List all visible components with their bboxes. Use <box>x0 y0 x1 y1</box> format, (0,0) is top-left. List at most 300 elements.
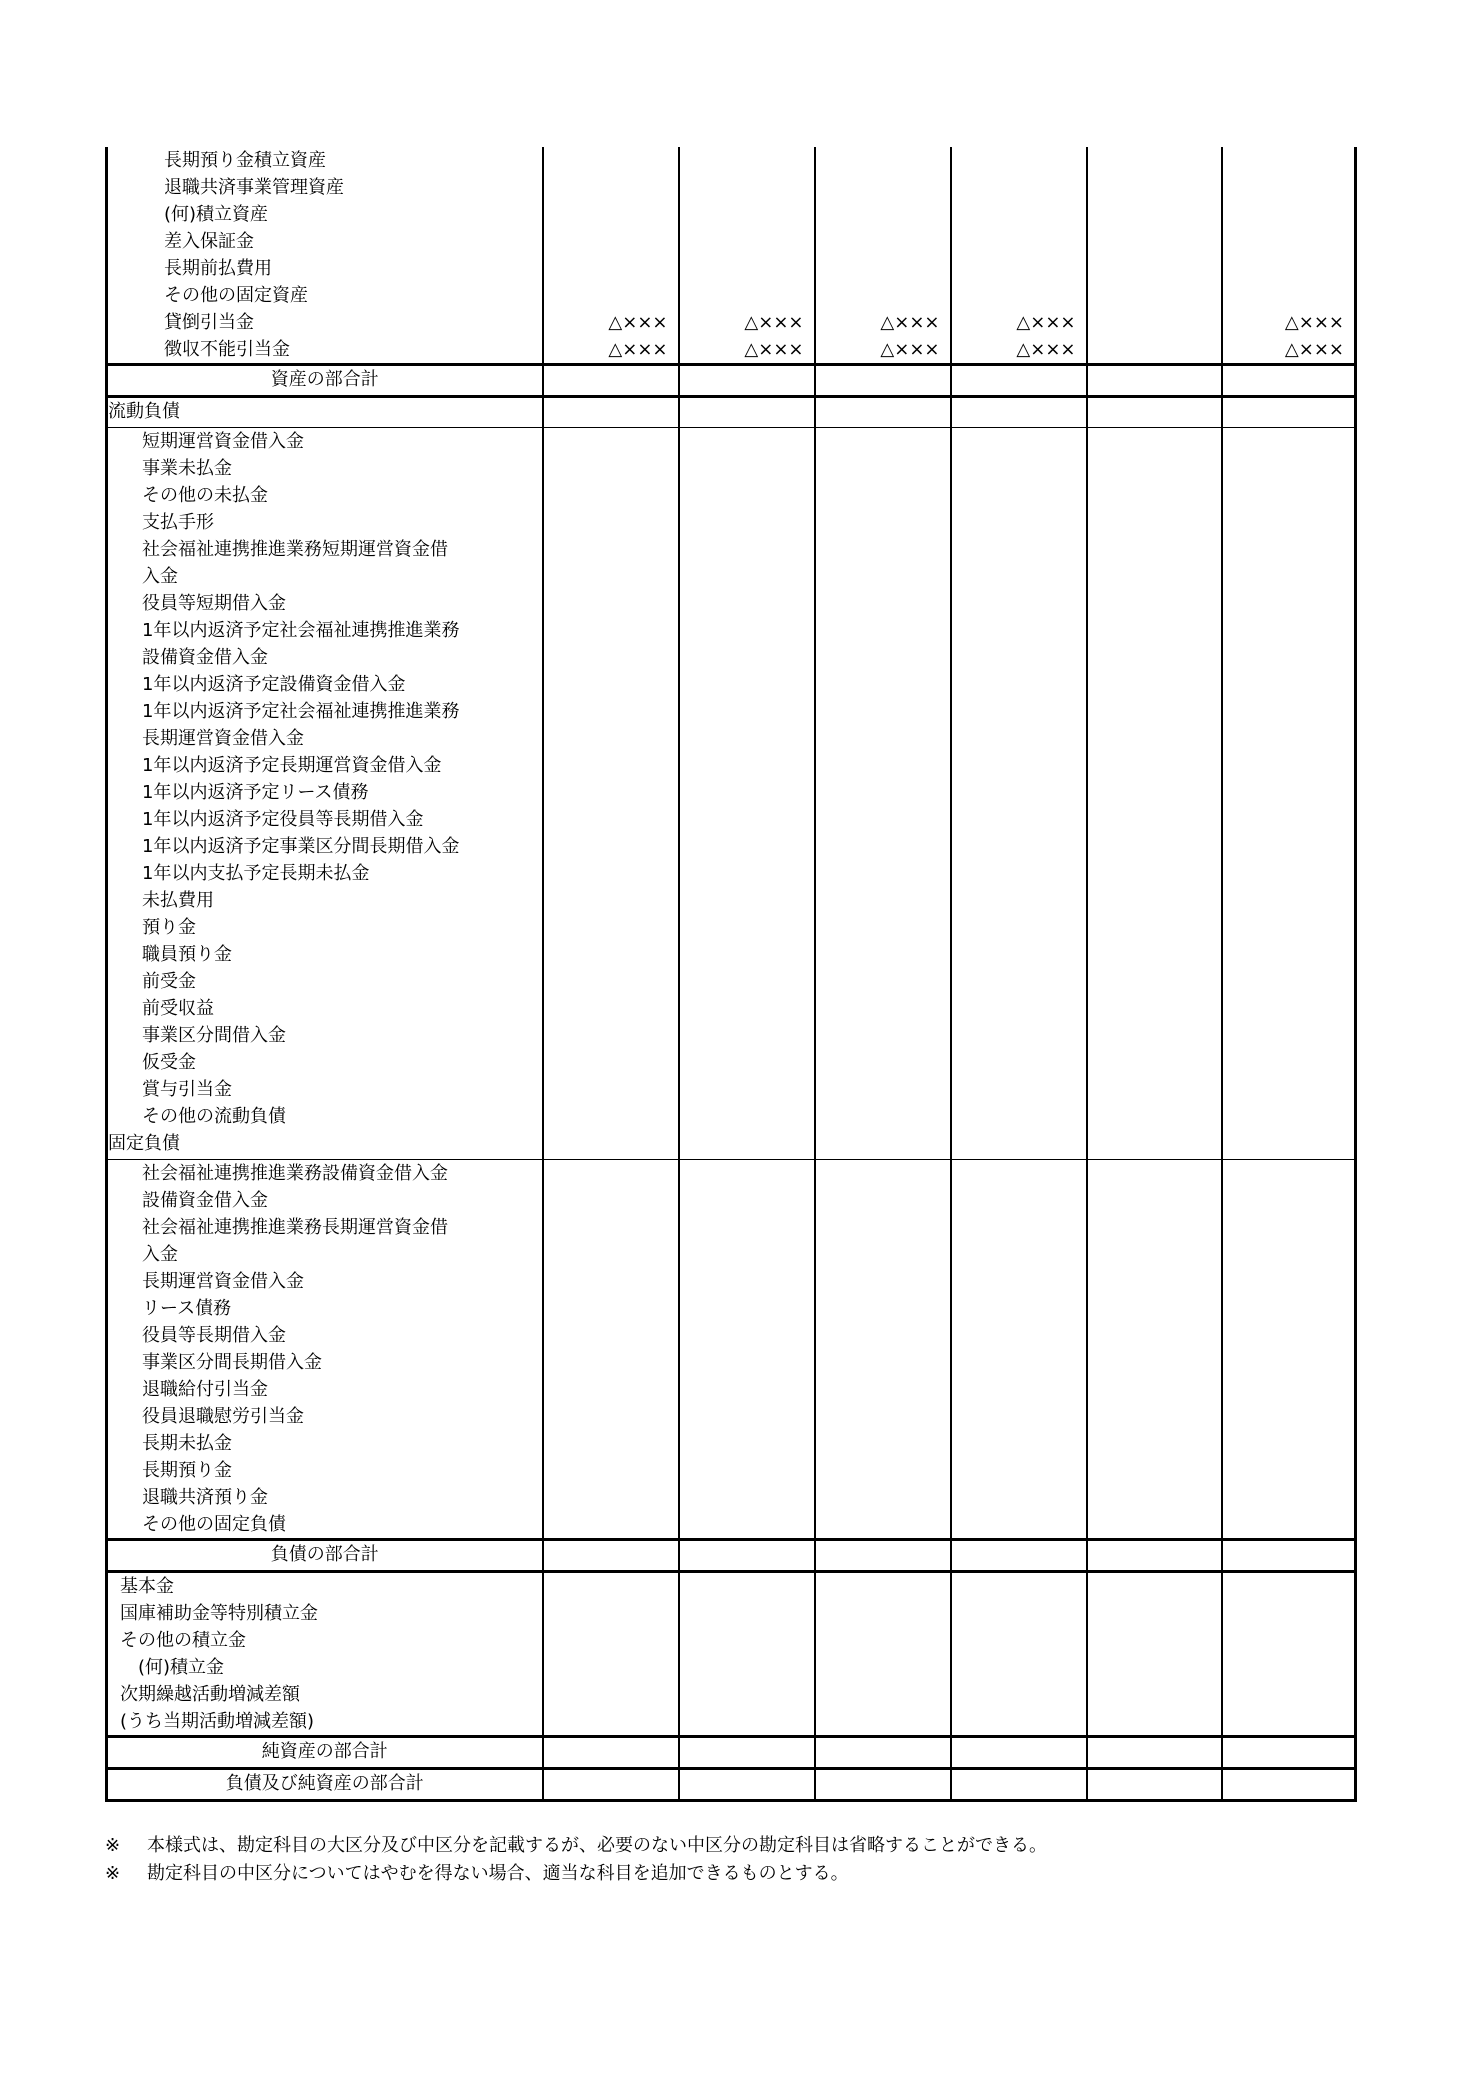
amount-value <box>680 1214 814 1268</box>
amount-value <box>680 1654 814 1681</box>
amount-value <box>1223 833 1355 860</box>
amount-value <box>952 1376 1086 1403</box>
amount-value <box>952 147 1086 174</box>
amount-value <box>816 1484 950 1511</box>
amount-value: △××× <box>1284 339 1344 360</box>
account-group-row <box>107 1160 1356 1540</box>
amount-value <box>1088 1708 1221 1735</box>
amount-value <box>544 1403 678 1430</box>
amount-value <box>680 1708 814 1735</box>
amount-value <box>680 1457 814 1484</box>
amount-cell-col-3 <box>815 397 951 428</box>
amount-value <box>816 1511 950 1538</box>
amount-cell-col-2 <box>679 1160 815 1540</box>
amount-value <box>544 455 678 482</box>
amount-value <box>544 860 678 887</box>
amount-value <box>816 228 950 255</box>
amount-value <box>952 509 1086 536</box>
amount-value <box>816 1214 950 1268</box>
account-item: 1年以内返済予定設備資金借入金 <box>142 674 406 695</box>
amount-value <box>1223 1457 1355 1484</box>
amount-value <box>1223 617 1355 671</box>
amount-value <box>680 1430 814 1457</box>
amount-cell-col-1 <box>543 147 679 365</box>
note-mark: ※ <box>105 1863 121 1884</box>
amount-value <box>544 201 678 228</box>
amount-value <box>1223 671 1355 698</box>
amount-value <box>680 1681 814 1708</box>
amount-value <box>816 914 950 941</box>
account-item: 役員等長期借入金 <box>142 1325 286 1346</box>
amount-value <box>680 428 814 455</box>
amount-value <box>816 698 950 752</box>
amount-cell-col-6 <box>1222 1160 1356 1540</box>
account-item: 社会福祉連携推進業務設備資金借入金 <box>142 1163 448 1184</box>
amount-value <box>1223 1627 1355 1654</box>
subtotal-label: 資産の部合計 <box>270 369 379 390</box>
amount-value <box>544 617 678 671</box>
amount-value <box>1088 1484 1221 1511</box>
amount-cell-col-4 <box>951 1572 1087 1737</box>
amount-value <box>544 1349 678 1376</box>
amount-value <box>1223 1511 1355 1538</box>
amount-cell-col-1 <box>543 428 679 1131</box>
amount-value <box>952 1654 1086 1681</box>
account-item: 貸倒引当金 <box>164 312 254 333</box>
amount-value <box>1088 1268 1221 1295</box>
amount-value <box>1088 617 1221 671</box>
account-item: 1年以内返済予定社会福祉連携推進業務 設備資金借入金 <box>142 620 460 668</box>
amount-cell-col-5 <box>1087 397 1222 428</box>
amount-value <box>1223 1376 1355 1403</box>
amount-value <box>1223 1076 1355 1103</box>
amount-value <box>680 779 814 806</box>
amount-value <box>544 509 678 536</box>
amount-value <box>1088 1600 1221 1627</box>
account-name-cell <box>107 1130 543 1160</box>
balance-sheet-table <box>105 147 1357 1802</box>
amount-value <box>952 282 1086 309</box>
account-name-cell <box>107 1737 543 1769</box>
amount-cell-col-6 <box>1222 147 1356 365</box>
account-item: 社会福祉連携推進業務短期運営資金借 入金 <box>142 539 448 587</box>
amount-value <box>1088 1654 1221 1681</box>
account-item: 未払費用 <box>142 890 214 911</box>
amount-cell-col-3 <box>815 147 951 365</box>
amount-value <box>544 1511 678 1538</box>
account-item: 長期前払費用 <box>164 258 272 279</box>
amount-value <box>544 995 678 1022</box>
amount-value <box>1223 1430 1355 1457</box>
amount-cell-col-4 <box>951 365 1087 397</box>
account-name-cell <box>107 1769 543 1801</box>
amount-value: △××× <box>744 312 804 333</box>
amount-value <box>680 1160 814 1187</box>
amount-value <box>952 779 1086 806</box>
account-item: 前受収益 <box>142 998 214 1019</box>
account-item: 退職共済事業管理資産 <box>164 177 344 198</box>
amount-value <box>816 1708 950 1735</box>
amount-value <box>816 590 950 617</box>
amount-value <box>544 1681 678 1708</box>
amount-value <box>1223 201 1355 228</box>
amount-value <box>680 1322 814 1349</box>
amount-value <box>952 1076 1086 1103</box>
amount-value <box>1088 536 1221 590</box>
amount-value <box>1223 1349 1355 1376</box>
amount-value <box>680 201 814 228</box>
amount-cell-col-1 <box>543 1540 679 1572</box>
account-item: 1年以内返済予定リース債務 <box>142 782 369 803</box>
amount-value <box>1088 941 1221 968</box>
amount-value <box>544 698 678 752</box>
amount-value: △××× <box>608 339 668 360</box>
amount-cell-col-5 <box>1087 365 1222 397</box>
amount-value <box>816 995 950 1022</box>
amount-value <box>1223 428 1355 455</box>
amount-value <box>952 590 1086 617</box>
amount-value <box>816 428 950 455</box>
amount-value <box>1088 228 1221 255</box>
amount-value <box>1223 887 1355 914</box>
amount-value <box>1223 1484 1355 1511</box>
amount-value <box>1223 1403 1355 1430</box>
amount-value <box>1088 1187 1221 1214</box>
account-item: 1年以内返済予定長期運営資金借入金 <box>142 755 442 776</box>
amount-value <box>952 860 1086 887</box>
account-item: (うち当期活動増減差額) <box>120 1711 315 1732</box>
amount-value <box>1088 590 1221 617</box>
amount-value <box>1223 482 1355 509</box>
amount-value <box>680 1049 814 1076</box>
amount-cell-col-4 <box>951 147 1087 365</box>
amount-cell-col-1 <box>543 1160 679 1540</box>
amount-cell-col-5 <box>1087 1160 1222 1540</box>
amount-value <box>1223 1049 1355 1076</box>
amount-value <box>816 1457 950 1484</box>
account-item: 差入保証金 <box>164 231 254 252</box>
amount-value <box>1088 752 1221 779</box>
account-item: 仮受金 <box>142 1052 196 1073</box>
account-item: 次期繰越活動増減差額 <box>120 1684 300 1705</box>
amount-value <box>816 482 950 509</box>
amount-value <box>952 482 1086 509</box>
amount-value <box>816 201 950 228</box>
amount-value <box>816 860 950 887</box>
amount-value <box>952 995 1086 1022</box>
amount-value <box>680 482 814 509</box>
amount-value <box>1223 1268 1355 1295</box>
account-item: 事業区分間借入金 <box>142 1025 286 1046</box>
amount-value <box>952 1295 1086 1322</box>
amount-value <box>1223 255 1355 282</box>
amount-cell-col-2 <box>679 1769 815 1801</box>
amount-value <box>816 1600 950 1627</box>
account-item: 短期運営資金借入金 <box>142 431 304 452</box>
amount-value <box>952 1573 1086 1600</box>
account-item: 1年以内返済予定事業区分間長期借入金 <box>142 836 460 857</box>
account-item: 社会福祉連携推進業務長期運営資金借 入金 <box>142 1217 448 1265</box>
amount-value <box>816 1268 950 1295</box>
amount-cell-col-6 <box>1222 428 1356 1131</box>
amount-value <box>1223 806 1355 833</box>
amount-value <box>680 1403 814 1430</box>
account-group-row <box>107 428 1356 1131</box>
amount-value <box>1088 174 1221 201</box>
amount-value <box>1088 201 1221 228</box>
account-item: 長期預り金積立資産 <box>164 150 326 171</box>
amount-value <box>1223 698 1355 752</box>
amount-value <box>1223 1103 1355 1130</box>
amount-value <box>544 887 678 914</box>
amount-value <box>544 833 678 860</box>
amount-value <box>680 1376 814 1403</box>
amount-cell-col-4 <box>951 397 1087 428</box>
amount-value <box>1223 282 1355 309</box>
amount-cell-col-3 <box>815 1130 951 1160</box>
amount-value: △××× <box>880 339 940 360</box>
amount-value <box>544 1573 678 1600</box>
account-item: 国庫補助金等特別積立金 <box>120 1603 318 1624</box>
amount-value <box>1088 1403 1221 1430</box>
account-item: 役員等短期借入金 <box>142 593 286 614</box>
amount-value <box>1223 1708 1355 1735</box>
amount-value <box>952 833 1086 860</box>
amount-value: △××× <box>1016 312 1076 333</box>
amount-value <box>544 174 678 201</box>
account-item: その他の固定負債 <box>142 1514 286 1535</box>
amount-value <box>816 1681 950 1708</box>
amount-value <box>1088 806 1221 833</box>
amount-value <box>1088 147 1221 174</box>
amount-cell-col-1 <box>543 1130 679 1160</box>
amount-value <box>1223 536 1355 590</box>
amount-value <box>816 1103 950 1130</box>
amount-cell-col-5 <box>1087 1572 1222 1737</box>
amount-value <box>680 509 814 536</box>
amount-value <box>680 1022 814 1049</box>
amount-cell-col-5 <box>1087 428 1222 1131</box>
amount-value <box>1088 1295 1221 1322</box>
amount-value: △××× <box>1284 312 1344 333</box>
amount-value <box>680 1295 814 1322</box>
amount-value <box>1088 1511 1221 1538</box>
amount-value <box>952 228 1086 255</box>
amount-value <box>816 1349 950 1376</box>
amount-value <box>544 1187 678 1214</box>
account-item: 職員預り金 <box>142 944 232 965</box>
account-item: その他の積立金 <box>120 1630 246 1651</box>
amount-value <box>1088 309 1221 336</box>
note-text: 本様式は、勘定科目の大区分及び中区分を記載するが、必要のない中区分の勘定科目は省略することができる。 <box>147 1835 1047 1856</box>
amount-value <box>544 1600 678 1627</box>
account-item: その他の未払金 <box>142 485 268 506</box>
amount-value <box>952 1484 1086 1511</box>
amount-value <box>680 1627 814 1654</box>
amount-value: △××× <box>1016 339 1076 360</box>
amount-value <box>680 860 814 887</box>
account-item: 事業区分間長期借入金 <box>142 1352 322 1373</box>
amount-value <box>952 536 1086 590</box>
amount-value <box>544 779 678 806</box>
account-item: 退職共済預り金 <box>142 1487 268 1508</box>
amount-value <box>952 1600 1086 1627</box>
amount-value <box>1223 174 1355 201</box>
account-name-cell <box>107 428 543 1131</box>
amount-value <box>544 1708 678 1735</box>
amount-value <box>1223 1600 1355 1627</box>
account-item: 賞与引当金 <box>142 1079 232 1100</box>
amount-value <box>1088 1627 1221 1654</box>
amount-value <box>544 1295 678 1322</box>
amount-value <box>952 1187 1086 1214</box>
amount-cell-col-4 <box>951 1540 1087 1572</box>
amount-value <box>816 1322 950 1349</box>
account-name-cell <box>107 1160 543 1540</box>
amount-value <box>952 201 1086 228</box>
amount-value <box>680 968 814 995</box>
account-item: 前受金 <box>142 971 196 992</box>
amount-value <box>1088 1349 1221 1376</box>
account-name-cell <box>107 365 543 397</box>
account-item: (何)積立金 <box>120 1657 225 1678</box>
amount-value <box>544 536 678 590</box>
account-item: 預り金 <box>142 917 196 938</box>
amount-value <box>1223 1322 1355 1349</box>
section-title: 固定負債 <box>108 1133 180 1154</box>
amount-cell-col-5 <box>1087 1130 1222 1160</box>
amount-value <box>1223 147 1355 174</box>
amount-value <box>544 1160 678 1187</box>
amount-cell-col-2 <box>679 397 815 428</box>
amount-value <box>816 509 950 536</box>
amount-value <box>816 1376 950 1403</box>
amount-value <box>952 914 1086 941</box>
amount-value <box>1088 1076 1221 1103</box>
amount-value <box>952 255 1086 282</box>
account-item: 基本金 <box>120 1576 174 1597</box>
amount-value <box>952 1403 1086 1430</box>
footnotes <box>105 1832 1047 1888</box>
amount-value: △××× <box>608 312 668 333</box>
amount-cell-col-3 <box>815 1737 951 1769</box>
amount-value <box>680 455 814 482</box>
amount-value <box>952 887 1086 914</box>
amount-value <box>1088 968 1221 995</box>
amount-value <box>1088 1103 1221 1130</box>
amount-value <box>816 968 950 995</box>
amount-value <box>1088 336 1221 363</box>
amount-value <box>544 1103 678 1130</box>
amount-value <box>1223 1160 1355 1187</box>
amount-value <box>1088 860 1221 887</box>
amount-value <box>544 752 678 779</box>
amount-value <box>680 833 814 860</box>
amount-value <box>544 671 678 698</box>
amount-value <box>680 255 814 282</box>
account-item: 長期未払金 <box>142 1433 232 1454</box>
amount-value <box>816 536 950 590</box>
amount-cell-col-6 <box>1222 1572 1356 1737</box>
amount-value <box>680 887 814 914</box>
amount-value <box>680 174 814 201</box>
amount-cell-col-1 <box>543 1572 679 1737</box>
subtotal-label: 負債の部合計 <box>270 1544 379 1565</box>
amount-cell-col-1 <box>543 1737 679 1769</box>
amount-cell-col-6 <box>1222 397 1356 428</box>
section-header-row <box>107 1130 1356 1160</box>
amount-value <box>952 752 1086 779</box>
amount-value <box>544 806 678 833</box>
note-text: 勘定科目の中区分についてはやむを得ない場合、適当な科目を追加できるものとする。 <box>147 1863 849 1884</box>
amount-value <box>816 833 950 860</box>
account-item: 設備資金借入金 <box>142 1190 268 1211</box>
amount-value <box>680 228 814 255</box>
amount-cell-col-6 <box>1222 1769 1356 1801</box>
amount-cell-col-5 <box>1087 1737 1222 1769</box>
amount-value <box>680 1187 814 1214</box>
amount-value <box>1088 1214 1221 1268</box>
amount-value <box>1223 455 1355 482</box>
amount-value <box>952 1103 1086 1130</box>
amount-cell-col-3 <box>815 1540 951 1572</box>
amount-value <box>680 914 814 941</box>
amount-value <box>952 617 1086 671</box>
amount-value <box>1088 509 1221 536</box>
amount-value <box>1223 941 1355 968</box>
amount-value <box>544 1457 678 1484</box>
amount-value <box>952 806 1086 833</box>
account-item: 役員退職慰労引当金 <box>142 1406 304 1427</box>
amount-cell-col-3 <box>815 365 951 397</box>
account-item: その他の流動負債 <box>142 1106 286 1127</box>
amount-value <box>816 1076 950 1103</box>
amount-value <box>952 968 1086 995</box>
amount-cell-col-2 <box>679 365 815 397</box>
amount-value <box>544 482 678 509</box>
account-item: 1年以内返済予定社会福祉連携推進業務 長期運営資金借入金 <box>142 701 460 749</box>
amount-cell-col-5 <box>1087 1769 1222 1801</box>
amount-value <box>680 1573 814 1600</box>
amount-cell-col-1 <box>543 1769 679 1801</box>
account-item: (何)積立資産 <box>164 204 269 225</box>
amount-value <box>1088 1430 1221 1457</box>
amount-value <box>1088 779 1221 806</box>
amount-value <box>680 1076 814 1103</box>
amount-value <box>952 1022 1086 1049</box>
section-title: 流動負債 <box>108 401 180 422</box>
section-header-row <box>107 397 1356 428</box>
amount-value <box>680 1268 814 1295</box>
amount-value <box>1088 255 1221 282</box>
amount-value <box>680 1103 814 1130</box>
amount-cell-col-2 <box>679 147 815 365</box>
account-name-cell <box>107 1540 543 1572</box>
amount-value <box>952 1511 1086 1538</box>
amount-cell-col-4 <box>951 1130 1087 1160</box>
amount-value <box>544 914 678 941</box>
amount-value <box>816 282 950 309</box>
amount-cell-col-2 <box>679 1572 815 1737</box>
amount-value <box>1223 509 1355 536</box>
amount-value <box>680 671 814 698</box>
amount-value <box>816 752 950 779</box>
amount-value <box>816 887 950 914</box>
amount-value <box>1088 1681 1221 1708</box>
subtotal-row <box>107 365 1356 397</box>
amount-value <box>680 995 814 1022</box>
account-name-cell <box>107 397 543 428</box>
